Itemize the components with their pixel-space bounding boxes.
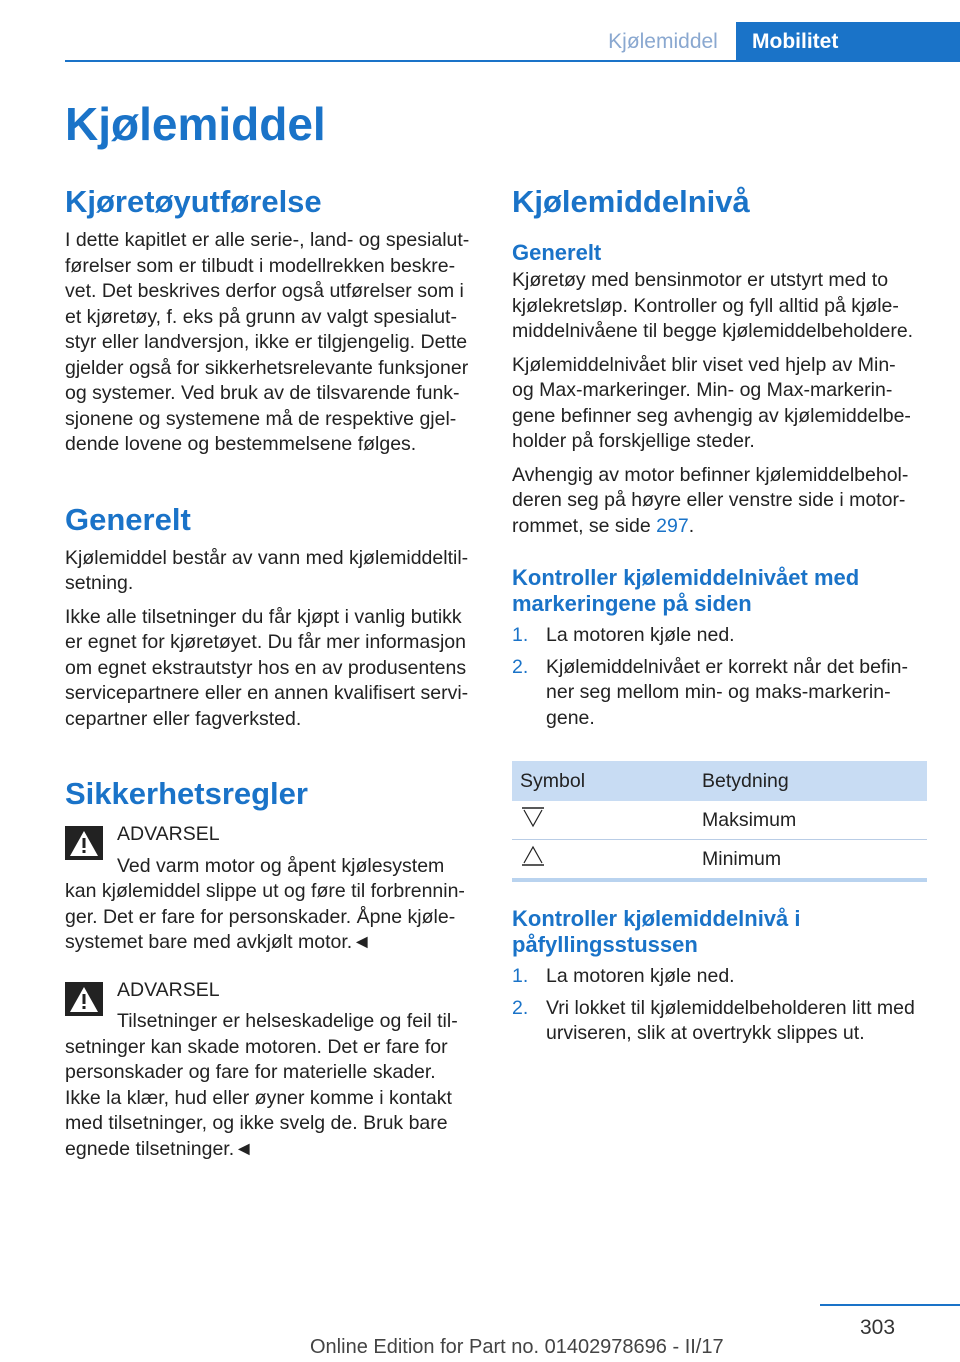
list-item: 1. La motoren kjøle ned. xyxy=(512,965,735,987)
warning-block-1 xyxy=(65,822,480,956)
heading-filler-neck: Kontroller kjølemiddelnivå i påfyllingsstussen xyxy=(512,906,801,957)
coolant-text-1: Kjøretøy med bensinmotor er utstyrt med to kjølekretsløp. Kontroller og fyll alltid på kjøle‐ middelnivåene til begge kjølemiddelbeholdere. xyxy=(512,269,914,342)
heading-side-markings: Kontroller kjølemiddelnivået med markeringene på siden xyxy=(512,565,860,616)
symbol-table xyxy=(512,761,927,882)
warning-triangle-icon xyxy=(65,826,103,860)
column-header-symbol: Symbol xyxy=(512,761,694,801)
list-item: 2. Vri lokket til kjølemiddelbeholderen litt med urviseren, slik at overtrykk slippes ut. xyxy=(512,996,915,1044)
column-header-meaning: Betydning xyxy=(694,761,927,801)
table-cell-meaning: Maksimum xyxy=(694,801,927,840)
heading-safety: Sikkerhetsregler xyxy=(65,776,308,811)
edition-note: Online Edition for Part no. 01402978696 - II/17 xyxy=(310,1336,724,1358)
right-column xyxy=(512,180,927,1047)
table-row xyxy=(512,840,927,881)
general-text-1: Kjølemiddel består av vann med kjølemiddeltil‐ setning. xyxy=(65,546,469,594)
min-marker-icon xyxy=(520,845,546,867)
header-chapter-tab: Mobilitet xyxy=(736,22,960,62)
warning-text-2: Tilsetninger er helseskadelige og feil til‐ setninger kan skade motoren. Det er fare for personskader og fare for materielle skader. Ikke la klær, hud eller øyner komme i kontakt med tilsetninger, og ikke svelg de. Bruk bare egnede tilsetninger.◄ xyxy=(65,1010,458,1160)
coolant-text-3: Avhengig av motor befinner kjølemiddelbehol‐ deren seg på høyre eller venstre side i motor‐ rommet, se side 297. xyxy=(512,463,909,537)
page-link[interactable]: 297 xyxy=(656,514,689,537)
max-marker-icon xyxy=(520,806,546,828)
warning-block-2 xyxy=(65,978,480,1163)
warning-label: ADVARSEL xyxy=(117,978,220,1001)
heading-general-right: Generelt xyxy=(512,240,602,265)
warning-triangle-icon xyxy=(65,982,103,1016)
header-section-tab: Kjølemiddel xyxy=(608,30,718,53)
warning-text-1: Ved varm motor og åpent kjølesystem kan kjølemiddel slippe ut og føre til forbrennin‐ ger. Det er fare for personskader. Åpne kjøle‐ systemet bare med avkjølt motor.◄ xyxy=(65,854,465,953)
list-item: 1. La motoren kjøle ned. xyxy=(512,624,735,646)
heading-vehicle-version: Kjøretøyutførelse xyxy=(65,184,322,219)
page-title: Kjølemiddel xyxy=(65,98,326,150)
table-row xyxy=(512,801,927,840)
list-item: 2. Kjølemiddelnivået er korrekt når det befin‐ ner seg mellom min- og maks-markerin‐ gene. xyxy=(512,655,908,729)
coolant-text-2: Kjølemiddelnivået blir viset ved hjelp av Min- og Max-markeringer. Min- og Max-markerin‐ gene befinner seg avhengig av kjølemiddelbe‐ holder på forskjellige steder. xyxy=(512,353,911,452)
steps-filler-neck xyxy=(512,964,927,1047)
table-header-row xyxy=(512,761,927,801)
heading-coolant-level: Kjølemiddelnivå xyxy=(512,184,750,219)
warning-label: ADVARSEL xyxy=(117,823,220,845)
general-text-2: Ikke alle tilsetninger du får kjøpt i vanlig butikk er egnet for kjøretøyet. Du får mer informasjon om egnet ekstrautstyr hos en av produsentens servicepartnere eller en annen kvalifisert servi‐ cepartner eller fagverksted. xyxy=(65,605,469,730)
page-number: 303 xyxy=(860,1316,896,1339)
heading-general: Generelt xyxy=(65,501,191,537)
table-cell-meaning: Minimum xyxy=(694,840,927,881)
vehicle-version-text: I dette kapitlet er alle serie-, land- og spesialut‐ førelser som er tilbudt i modellrekken beskre‐ vet. Det beskrives derfor også utførelser som i et kjøretøy, f. eks på grunn av valgt spesialut‐ styr eller landversjon, ikke er tilgjengelig. Dette gjelder også for sikkerhetsrelevante funksjoner og systemer. Ved bruk av de tilsvarende funk‐ sjonene og systemene må de respektive gjel‐ dende lovene og bestemmelsene følges. xyxy=(65,229,470,455)
footer-rule xyxy=(820,1304,960,1306)
steps-side-markings xyxy=(512,623,927,731)
header-rule xyxy=(65,60,960,62)
left-column xyxy=(65,180,480,1162)
